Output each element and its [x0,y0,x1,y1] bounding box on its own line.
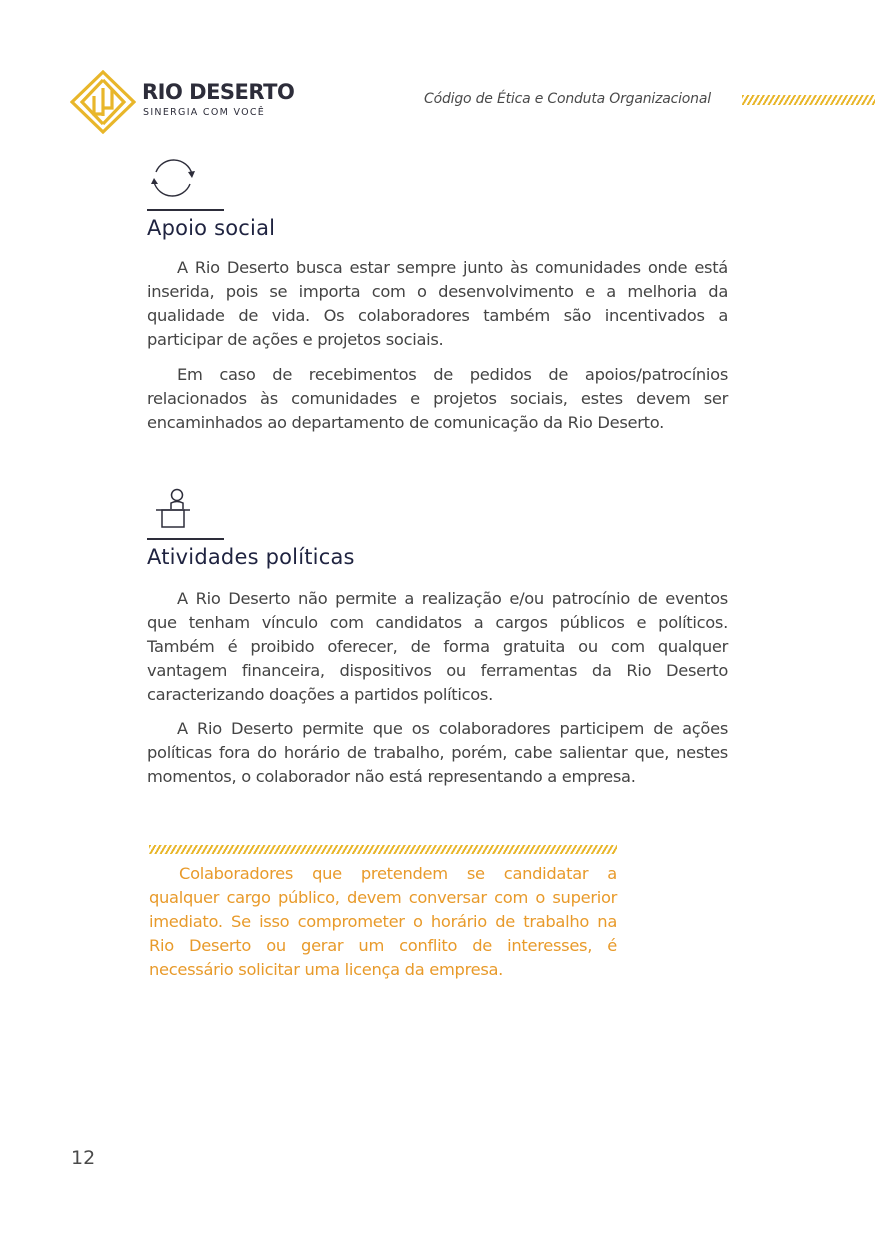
document-title: Código de Ética e Conduta Organizacional [424,91,711,107]
speaker-podium-icon [154,487,194,531]
section-divider [147,538,224,540]
brand-tagline: SINERGIA COM VOCÊ [143,107,266,118]
header-hatch-decoration [742,95,875,105]
paragraph: Em caso de recebimentos de pedidos de apoios/patrocínios relacionados às comunidades e projetos sociais, estes devem ser encaminhados ao departamento de comunicação da Rio Deserto. [147,365,728,432]
section-divider [147,209,224,211]
rio-deserto-emblem-icon [70,70,136,134]
section-title-apoio-social: Apoio social [147,216,276,240]
company-logo [70,70,295,134]
paragraph: A Rio Deserto permite que os colaboradores participem de ações políticas fora do horário de trabalho, porém, cabe salientar que, nestes momentos, o colaborador não está representando a empresa. [147,719,728,786]
paragraph: A Rio Deserto busca estar sempre junto às comunidades onde está inserida, pois se importa com o desenvolvimento e a melhoria da qualidade de vida. Os colaboradores também são incentivados a participar de ações e projetos sociais. [147,258,728,349]
page-number: 12 [71,1147,96,1169]
highlight-note: Colaboradores que pretendem se candidatar a qualquer cargo público, devem conversar com o superior imediato. Se isso comprometer o horário de trabalho na Rio Deserto ou gerar um conflito de interesses, é necessário solicitar uma licença da empresa. [149,864,617,979]
note-hatch-decoration [149,845,617,854]
cycle-arrows-icon [148,154,198,202]
brand-name: RIO DESERTO [142,80,295,104]
section-title-atividades-politicas: Atividades políticas [147,545,355,569]
paragraph: A Rio Deserto não permite a realização e/ou patrocínio de eventos que tenham vínculo com candidatos a cargos públicos e políticos. Também é proibido oferecer, de forma gratuita ou com qualquer vantagem financeira, dispositivos ou ferramentas da Rio Deserto caracterizando doações a partidos políticos. [147,589,728,704]
